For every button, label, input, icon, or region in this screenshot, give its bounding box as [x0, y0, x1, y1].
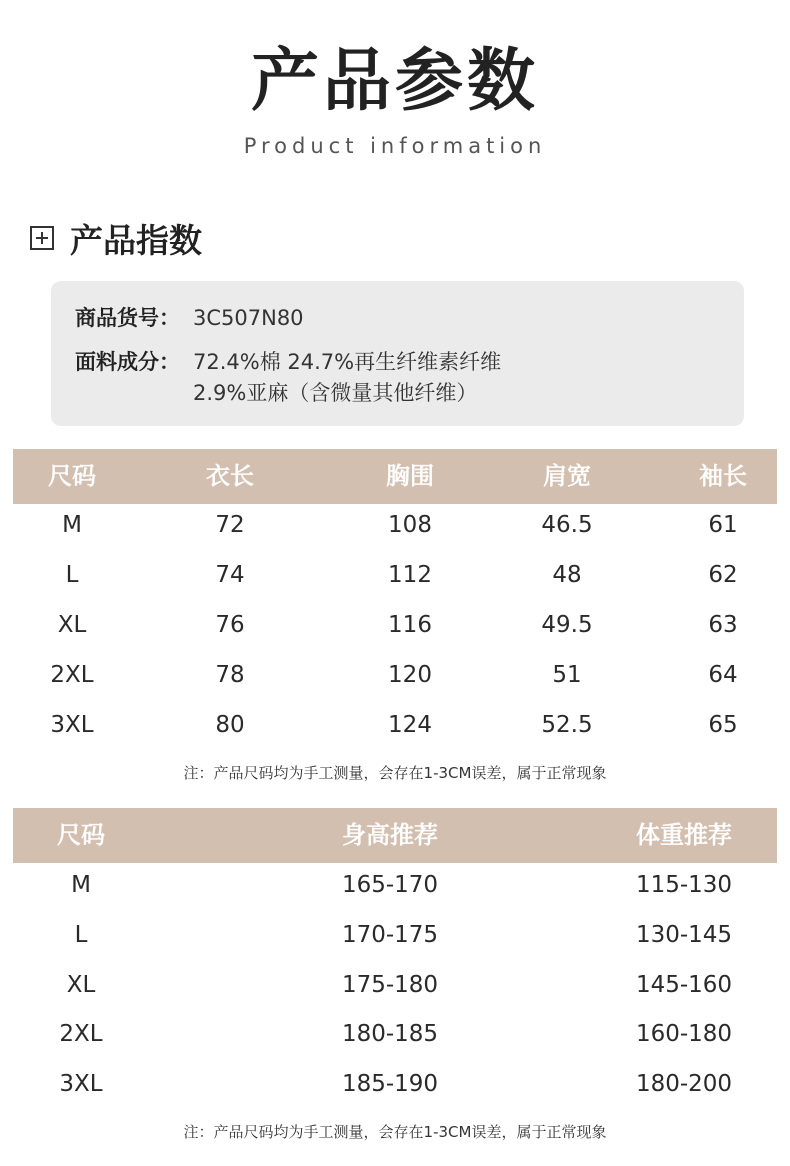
- table-cell: 185-190: [341, 1071, 439, 1097]
- table-cell: 165-170: [341, 872, 439, 898]
- sku-value: 3C507N80: [193, 306, 304, 330]
- table-row: [13, 910, 777, 960]
- table-cell: 124: [388, 712, 432, 738]
- size-header-cell: 袖长: [699, 462, 747, 490]
- table-cell: 78: [215, 662, 245, 688]
- table-cell: L: [65, 562, 79, 588]
- section-header: [30, 216, 202, 260]
- fabric-value-line1: 72.4%棉 24.7%再生纤维素纤维: [193, 350, 502, 374]
- table-cell: 2XL: [50, 662, 94, 688]
- table-cell: XL: [66, 972, 96, 998]
- table-cell: 74: [215, 562, 245, 588]
- table-cell: 3XL: [50, 712, 94, 738]
- table-cell: 52.5: [541, 712, 593, 738]
- table-cell: 175-180: [341, 972, 439, 998]
- plus-box-icon: [30, 226, 54, 250]
- table-cell: 65: [708, 712, 738, 738]
- recommend-table-note: 注：产品尺码均为手工测量，会存在1-3CM误差，属于正常现象: [183, 1123, 607, 1141]
- sku-row: [75, 303, 304, 334]
- size-table-header: [13, 449, 777, 504]
- table-cell: M: [71, 872, 91, 898]
- table-row: [13, 700, 777, 750]
- table-row: [13, 860, 777, 910]
- table-row: [13, 600, 777, 650]
- fabric-label: 面料成分：: [75, 350, 180, 374]
- fabric-value-line2: 2.9%亚麻（含微量其他纤维）: [193, 381, 478, 405]
- table-cell: L: [74, 922, 88, 948]
- table-cell: 145-160: [635, 972, 733, 998]
- table-cell: 62: [708, 562, 738, 588]
- table-cell: 108: [388, 512, 432, 538]
- table-cell: 76: [215, 612, 245, 638]
- table-cell: 112: [388, 562, 432, 588]
- table-cell: 49.5: [541, 612, 593, 638]
- fabric-value: [193, 347, 501, 409]
- table-cell: 46.5: [541, 512, 593, 538]
- table-cell: 48: [552, 562, 582, 588]
- table-cell: 61: [708, 512, 738, 538]
- table-row: [13, 1059, 777, 1109]
- size-header-cell: 胸围: [386, 462, 434, 490]
- fabric-row: [75, 347, 501, 409]
- table-cell: 180-185: [341, 1021, 439, 1047]
- table-cell: 120: [388, 662, 432, 688]
- table-cell: 160-180: [635, 1021, 733, 1047]
- table-row: [13, 1009, 777, 1059]
- section-title: 产品指数: [70, 220, 202, 260]
- product-info-box: [51, 281, 744, 426]
- sku-label: 商品货号：: [75, 306, 180, 330]
- table-cell: 72: [215, 512, 245, 538]
- table-cell: 64: [708, 662, 738, 688]
- table-cell: M: [62, 512, 82, 538]
- page-title: 产品参数: [250, 42, 539, 121]
- table-cell: 130-145: [635, 922, 733, 948]
- table-cell: 116: [388, 612, 432, 638]
- size-header-cell: 衣长: [206, 462, 254, 490]
- table-cell: 51: [552, 662, 582, 688]
- recommend-header-cell: 尺码: [57, 821, 105, 849]
- table-row: [13, 960, 777, 1010]
- recommend-header-cell: 体重推荐: [636, 821, 732, 849]
- table-row: [13, 550, 777, 600]
- table-row: [13, 500, 777, 550]
- table-cell: 115-130: [635, 872, 733, 898]
- recommend-header-cell: 身高推荐: [342, 821, 438, 849]
- table-cell: 80: [215, 712, 245, 738]
- table-cell: 2XL: [59, 1021, 103, 1047]
- size-header-cell: 肩宽: [543, 462, 591, 490]
- size-table-note: 注：产品尺码均为手工测量，会存在1-3CM误差，属于正常现象: [183, 764, 607, 782]
- table-cell: 63: [708, 612, 738, 638]
- table-cell: 180-200: [635, 1071, 733, 1097]
- table-cell: XL: [57, 612, 87, 638]
- table-cell: 3XL: [59, 1071, 103, 1097]
- table-cell: 170-175: [341, 922, 439, 948]
- table-row: [13, 650, 777, 700]
- size-header-cell: 尺码: [48, 462, 96, 490]
- recommend-table-header: [13, 808, 777, 863]
- page-subtitle: Product information: [243, 134, 547, 158]
